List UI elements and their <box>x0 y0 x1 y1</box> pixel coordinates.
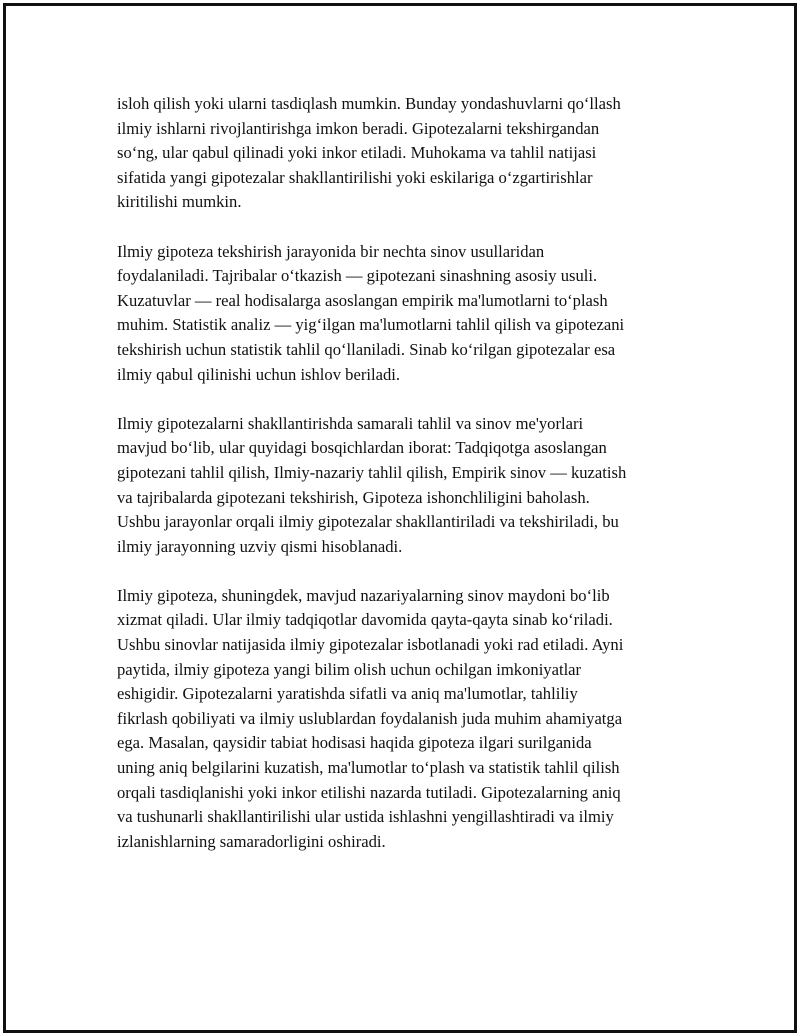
text-line: paytida, ilmiy gipoteza yangi bilim olish uchun ochilgan imkoniyatlar <box>117 659 582 679</box>
paragraph-2 <box>117 240 697 388</box>
text-line: tekshirish uchun statistik tahlil qo‘llaniladi. Sinab ko‘rilgan gipotezalar esa <box>117 339 616 359</box>
text-line: izlanishlarning samaradorligini oshiradi. <box>117 831 386 851</box>
text-line: ilmiy ishlarni rivojlantirishga imkon beradi. Gipotezalarni tekshirgandan <box>117 118 600 138</box>
text-line: Ilmiy gipotezalarni shakllantirishda samarali tahlil va sinov me'yorlari <box>117 413 584 433</box>
paragraph-4 <box>117 584 697 855</box>
text-line: gipotezani tahlil qilish, Ilmiy-nazariy tahlil qilish, Empirik sinov — kuzatish <box>117 462 627 482</box>
document-body <box>117 92 697 879</box>
text-line: sifatida yangi gipotezalar shakllantirilishi yoki eskilariga o‘zgartirishlar <box>117 167 593 187</box>
text-line: uning aniq belgilarini kuzatish, ma'lumotlar to‘plash va statistik tahlil qilish <box>117 758 620 778</box>
text-line: va tushunarli shakllantirilishi ular ustida ishlashni yengillashtiradi va ilmiy <box>117 807 614 827</box>
text-line: so‘ng, ular qabul qilinadi yoki inkor etiladi. Muhokama va tahlil natijasi <box>117 143 597 163</box>
text-line: foydalaniladi. Tajribalar o‘tkazish — gipotezani sinashning asosiy usuli. <box>117 266 598 286</box>
text-line: Kuzatuvlar — real hodisalarga asoslangan empirik ma'lumotlarni to‘plash <box>117 290 608 310</box>
text-line: isloh qilish yoki ularni tasdiqlash mumkin. Bunday yondashuvlarni qo‘llash <box>117 94 621 113</box>
text-line: ilmiy jarayonning uzviy qismi hisoblanadi. <box>117 536 403 556</box>
text-line: eshigidir. Gipotezalarni yaratishda sifatli va aniq ma'lumotlar, tahliliy <box>117 684 578 704</box>
paragraph-3 <box>117 412 697 560</box>
paragraph-1 <box>117 92 697 215</box>
text-line: Ilmiy gipoteza, shuningdek, mavjud nazariyalarning sinov maydoni bo‘lib <box>117 585 610 605</box>
text-line: Ushbu jarayonlar orqali ilmiy gipotezalar shakllantiriladi va tekshiriladi, bu <box>117 512 619 532</box>
text-line: mavjud bo‘lib, ular quyidagi bosqichlardan iborat: Tadqiqotga asoslangan <box>117 438 607 458</box>
text-line: kiritilishi mumkin. <box>117 192 242 212</box>
text-line: va tajribalarda gipotezani tekshirish, Gipoteza ishonchliligini baholash. <box>117 487 590 507</box>
text-line: Ilmiy gipoteza tekshirish jarayonida bir nechta sinov usullaridan <box>117 241 545 261</box>
text-line: muhim. Statistik analiz — yig‘ilgan ma'lumotlarni tahlil qilish va gipotezani <box>117 315 625 335</box>
text-line: Ushbu sinovlar natijasida ilmiy gipotezalar isbotlanadi yoki rad etiladi. Ayni <box>117 635 624 655</box>
text-line: ilmiy qabul qilinishi uchun ishlov beriladi. <box>117 364 400 384</box>
text-line: ega. Masalan, qaysidir tabiat hodisasi haqida gipoteza ilgari surilganida <box>117 733 592 753</box>
text-line: fikrlash qobiliyati va ilmiy uslublardan foydalanish juda muhim ahamiyatga <box>117 708 623 728</box>
text-line: orqali tasdiqlanishi yoki inkor etilishi nazarda tutiladi. Gipotezalarning aniq <box>117 782 621 802</box>
text-line: xizmat qiladi. Ular ilmiy tadqiqotlar davomida qayta-qayta sinab ko‘riladi. <box>117 610 613 630</box>
